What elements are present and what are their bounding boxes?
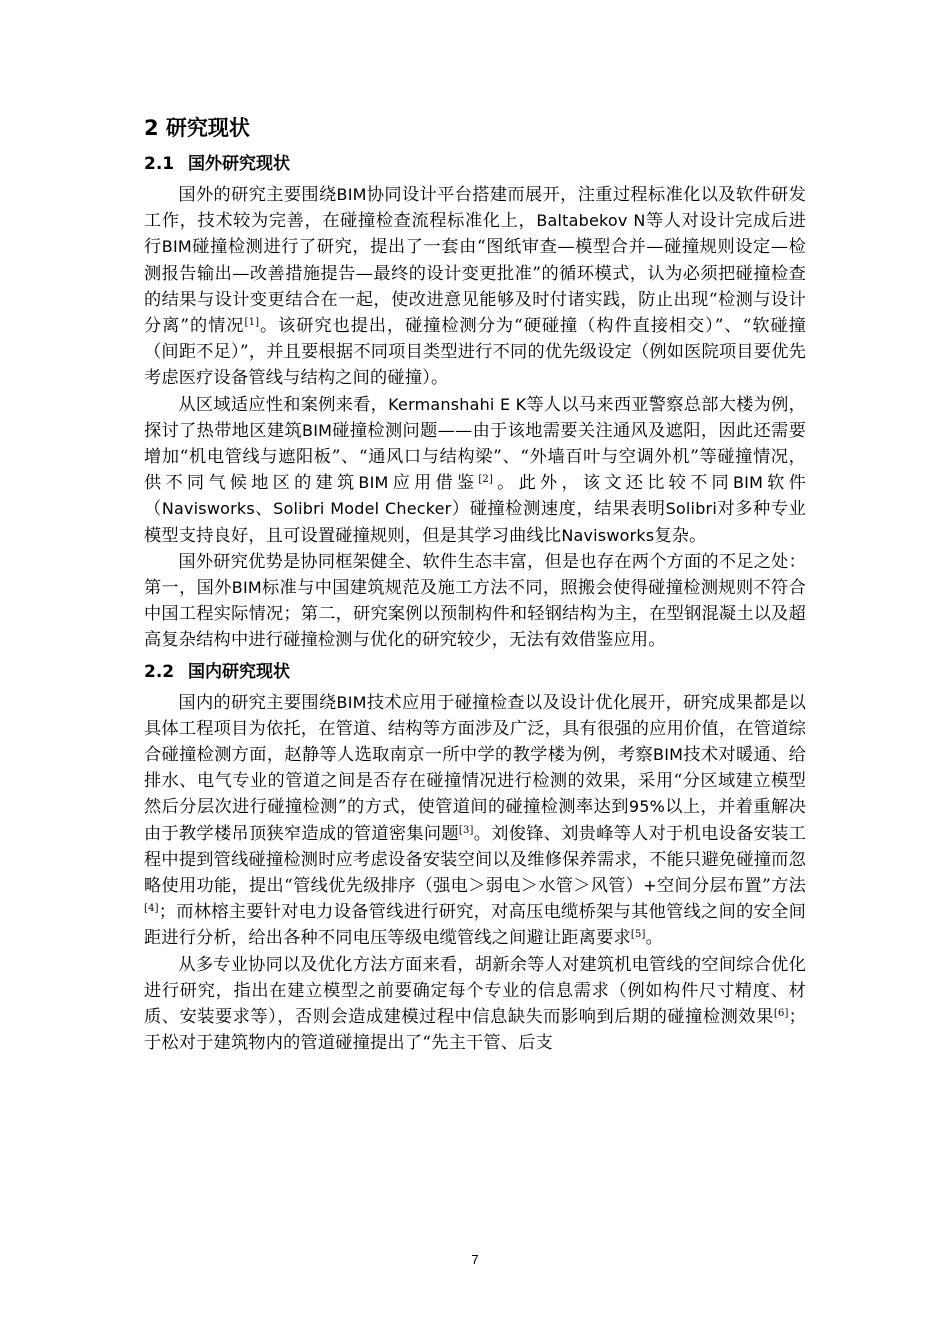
section-2-2 — [144, 654, 806, 1057]
section-number: 2.1 — [144, 154, 175, 174]
paragraph: 国外研究优势是协同框架健全、软件生态丰富，但是也存在两个方面的不足之处：第一，国外BIM标准与中国建筑规范及施工方法不同，照搬会使得碰撞检测规则不符合中国工程实际情况；第二，研究案例以预制构件和轻钢结构为主，在型钢混凝土以及超高复杂结构中进行碰撞检测与优化的研究较少，无法有效借鉴应用。 — [144, 551, 806, 651]
page-number: 7 — [471, 1252, 479, 1267]
section-title: 国外研究现状 — [188, 154, 290, 174]
section-2-1 — [144, 146, 806, 654]
section-number: 2.2 — [144, 661, 175, 682]
paragraph: 国内的研究主要围绕BIM技术应用于碰撞检查以及设计优化展开，研究成果都是以具体工程项目为依托，在管道、结构等方面涉及广泛，具有很强的应用价值，在管道综合碰撞检测方面，赵静等人选取南京一所中学的教学楼为例，考察BIM技术对暖通、给排水、电气专业的管道之间是否存在碰撞情况进行检测的效果，采用“分区域建立模型然后分层次进行碰撞检测”的方式，使管道间的碰撞检测率达到95%以上，并着重解决由于教学楼吊顶狭窄造成的管道密集问题[3]。刘俊锋、刘贵峰等人对于机电设备安装工程中提到管线碰撞检测时应考虑设备安装空间以及维修保养需求，不能只避免碰撞而忽略使用功能，提出“管线优先级排序（强电＞弱电＞水管＞风管）+空间分层布置”方法[4]；而林榕主要针对电力设备管线进行研究，对高压电缆桥架与其他管线之间的安全间距进行分析，给出各种不同电压等级电缆管线之间避让距离要求[5]。 — [144, 692, 807, 949]
section-title: 国内研究现状 — [188, 661, 290, 682]
paragraph: 国外的研究主要围绕BIM协同设计平台搭建而展开，注重过程标准化以及软件研发工作，技术较为完善，在碰撞检查流程标准化上，Baltabekov N等人对设计完成后进行BIM碰撞检测进行了研究，提出了一套由“图纸审查—模型合并—碰撞规则设定—检测报告输出—改善措施提告—最终的设计变更批准”的循环模式，认为必须把碰撞检查的结果与设计变更结合在一起，使改进意见能够及时付诸实践，防止出现“检测与设计分离”的情况[1]。该研究也提出，碰撞检测分为“硬碰撞（构件直接相交）”、“软碰撞（间距不足）”，并且要根据不同项目类型进行不同的优先级设定（例如医院项目要优先考虑医疗设备管线与结构之间的碰撞）。 — [144, 185, 807, 389]
paragraph: 从区域适应性和案例来看，Kermanshahi E K等人以马来西亚警察总部大楼为例，探讨了热带地区建筑BIM碰撞检测问题——由于该地需要关注通风及遮阳，因此还需要增加“机电管线与遮阳板”、“通风口与结构梁”、“外墙百叶与空调外机”等碰撞情况，供不同气候地区的建筑BIM应用借鉴[2]。此外，该文还比较不同BIM软件（Navisworks、Solibri Model Checker）碰撞检测速度，结果表明Solibri对多种专业模型支持良好，且可设置碰撞规则，但是其学习曲线比Navisworks复杂。 — [144, 394, 807, 546]
paragraph: 从多专业协同以及优化方法方面来看，胡新余等人对建筑机电管线的空间综合优化进行研究，指出在建立模型之前要确定每个专业的信息需求（例如构件尺寸精度、材质、安装要求等），否则会造成建模过程中信息缺失而影响到后期的碰撞检测效果[6]；于松对于建筑物内的管道碰撞提出了“先主干管、后支 — [144, 954, 806, 1054]
section-heading — [144, 654, 806, 690]
chapter-title: 2 研究现状 — [144, 116, 250, 140]
document-page — [144, 110, 806, 1057]
section-heading — [144, 146, 806, 182]
